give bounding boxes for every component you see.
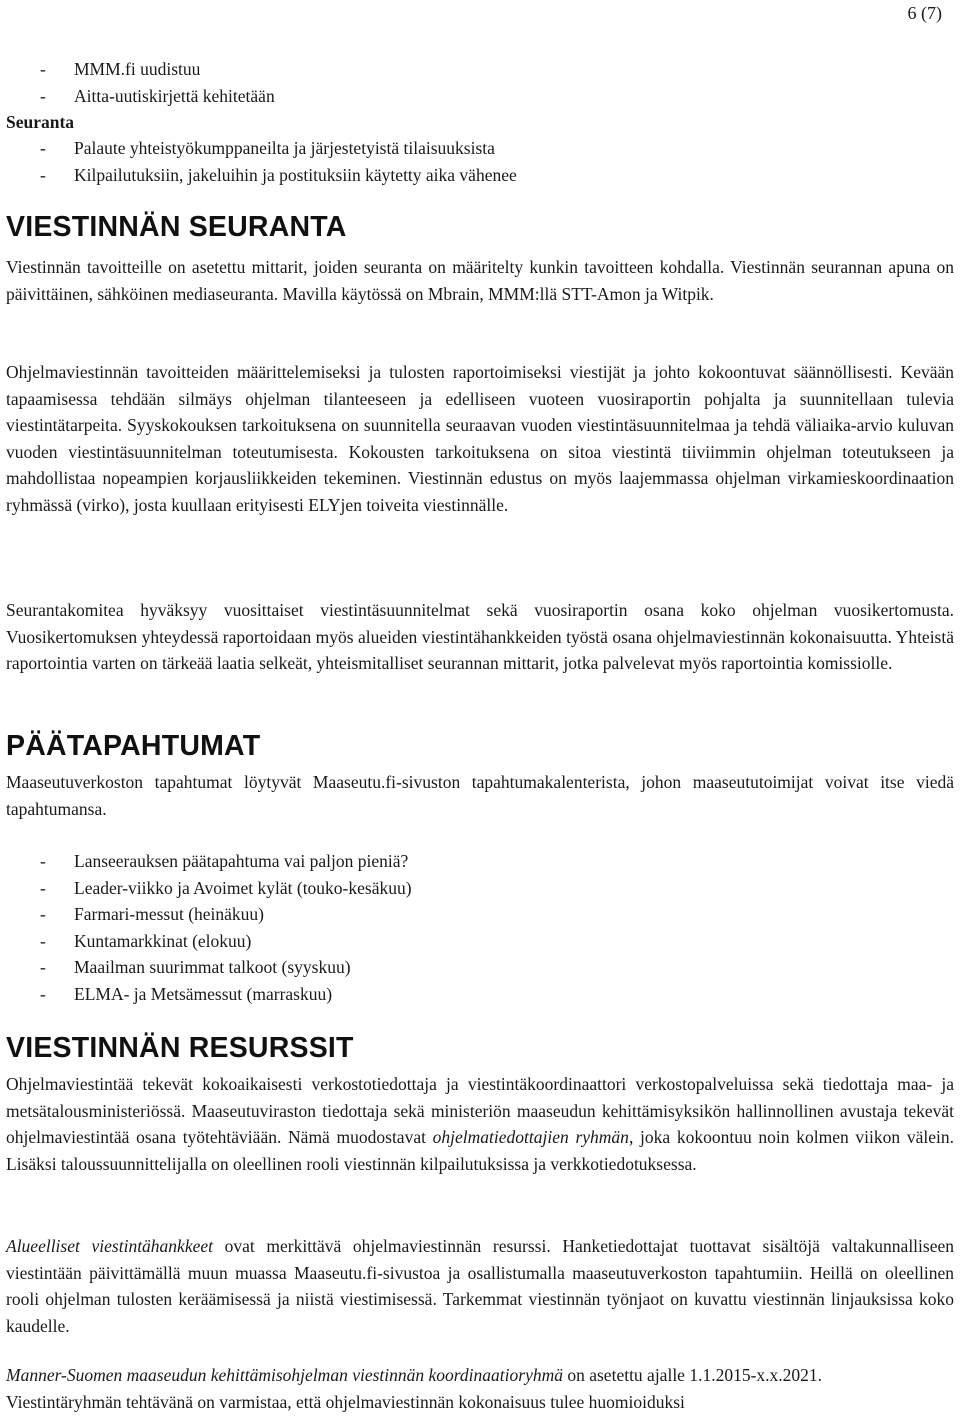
list-item: - MMM.fi uudistuu xyxy=(40,59,201,79)
list-item: - Leader-viikko ja Avoimet kylät (touko-kesäkuu) xyxy=(40,877,412,898)
paragraph: Viestinnän tavoitteille on asetettu mittarit, joiden seuranta on määritelty kunkin tavoitteen kohdalla. Viestinnän seurannan apuna on päivittäinen, sähköinen mediaseuranta. Mavilla käytössä on Mbrain, MMM:llä STT-Amon ja Witpik. xyxy=(6,257,954,304)
list-item: - Palaute yhteistyökumppaneilta ja järjestetyistä tilaisuuksista xyxy=(40,138,495,158)
paragraph: Alueelliset viestintähankkeet ovat merkittävä ohjelmaviestinnän resurssi. Hanketiedottajat tuottavat sisältöjä valtakunnalliseen viestintään päivittämällä muun muassa Maaseutu.fi-sivustoa ja osallistumalla maaseutuverkoston tapahtumiin. Heillä on oleellinen rooli ohjelman tulosten keräämisessä ja niistä viestimisessä. Tarkemmat viestinnän työnjaot on kuvattu viestinnän linjauksissa koko kaudelle. xyxy=(6,1236,954,1336)
seuranta-bullet-list xyxy=(6,135,954,188)
list-item: - Kuntamarkkinat (elokuu) xyxy=(40,930,252,951)
top-bullet-list xyxy=(6,56,954,109)
page-number: 6 (7) xyxy=(907,3,942,23)
paragraph: Manner-Suomen maaseudun kehittämisohjelman viestinnän koordinaatioryhmä on asetettu ajalle 1.1.2015-x.x.2021. Viestintäryhmän tehtävänä on varmistaa, että ohjelmaviestinnän kokonaisuus tulee huomioiduksi xyxy=(6,1365,823,1412)
emphasis: Manner-Suomen maaseudun kehittämisohjelman viestinnän koordinaatioryhmä xyxy=(6,1365,563,1385)
paragraph: Ohjelmaviestinnän tavoitteiden määrittelemiseksi ja tulosten raportoimiseksi viestijät ja johto kokoontuvat säännöllisesti. Kevään tapaamisessa tehdään silmäys ohjelman tilanteeseen ja edelliseen vuoteen vuosiraportin pohjalta ja suunnitellaan tulevia viestintätarpeita. Syyskokouksen tarkoituksena on suunnitella seuraavan vuoden viestintäsuunnitelmaa ja tehdä väliaika-arvio kuluvan vuoden viestintäsuunnitelman toteutumisesta. Kokousten tarkoituksena on sitoa viestintä tiiviimmin ohjelman toteutukseen ja mahdollistaa nopeampien korjausliikkeiden tekeminen. Viestinnän edustus on myös laajemmassa ohjelman virkamieskoordinaation ryhmässä (virko), josta kuullaan erityisesti ELYjen toiveita viestinnälle. xyxy=(6,362,954,515)
paragraph: Maaseutuverkoston tapahtumat löytyvät Maaseutu.fi-sivuston tapahtumakalenterista, johon maaseututoimijat voivat itse viedä tapahtumansa. xyxy=(6,772,954,819)
list-item: - Farmari-messut (heinäkuu) xyxy=(40,904,265,924)
list-item: - Aitta-uutiskirjettä kehitetään xyxy=(40,85,275,106)
emphasis: Alueelliset viestintähankkeet xyxy=(6,1236,213,1256)
list-item: - Kilpailutuksiin, jakeluihin ja postituksiin käytetty aika vähenee xyxy=(40,164,517,185)
paragraph: Seurantakomitea hyväksyy vuosittaiset viestintäsuunnitelmat sekä vuosiraportin osana koko ohjelman vuosikertomusta. Vuosikertomuksen yhteydessä raportoidaan myös alueiden viestintähankkeiden työstä osana ohjelmaviestinnän kokonaisuutta. Yhteistä raportointia varten on tärkeää laatia selkeät, yhteismitalliset seurannan mittarit, jotka palvelevat myös raportointia komissiolle. xyxy=(6,600,954,673)
list-item: - Maailman suurimmat talkoot (syyskuu) xyxy=(40,957,351,977)
list-item: - Lanseerauksen päätapahtuma vai paljon pieniä? xyxy=(40,851,409,871)
events-bullet-list xyxy=(6,848,954,1007)
seuranta-heading: Seuranta xyxy=(6,112,75,132)
section-title-viestinnan-resurssit: VIESTINNÄN RESURSSIT xyxy=(6,1032,354,1064)
emphasis: ohjelmatiedottajien ryhmän xyxy=(432,1127,629,1147)
paragraph: Ohjelmaviestintää tekevät kokoaikaisesti verkostotiedottaja ja viestintäkoordinaattori verkostopalveluissa sekä tiedottaja maa- ja metsätalousministeriössä. Maaseutuviraston tiedottaja sekä ministeriön maaseudun kehittämisyksikön hallinnollinen avustaja tekevät ohjelmaviestintää osana työtehtäviään. Nämä muodostavat ohjelmatiedottajien ryhmän, joka kokoontuu noin kolmen viikon välein. Lisäksi taloussuunnittelijalla on oleellinen rooli viestinnän kilpailutuksissa ja verkkotiedotuksessa. xyxy=(6,1074,954,1174)
section-title-viestinnan-seuranta: VIESTINNÄN SEURANTA xyxy=(6,211,347,243)
list-item: - ELMA- ja Metsämessut (marraskuu) xyxy=(40,983,333,1004)
section-title-paatapahtumat: PÄÄTAPAHTUMAT xyxy=(6,730,261,762)
